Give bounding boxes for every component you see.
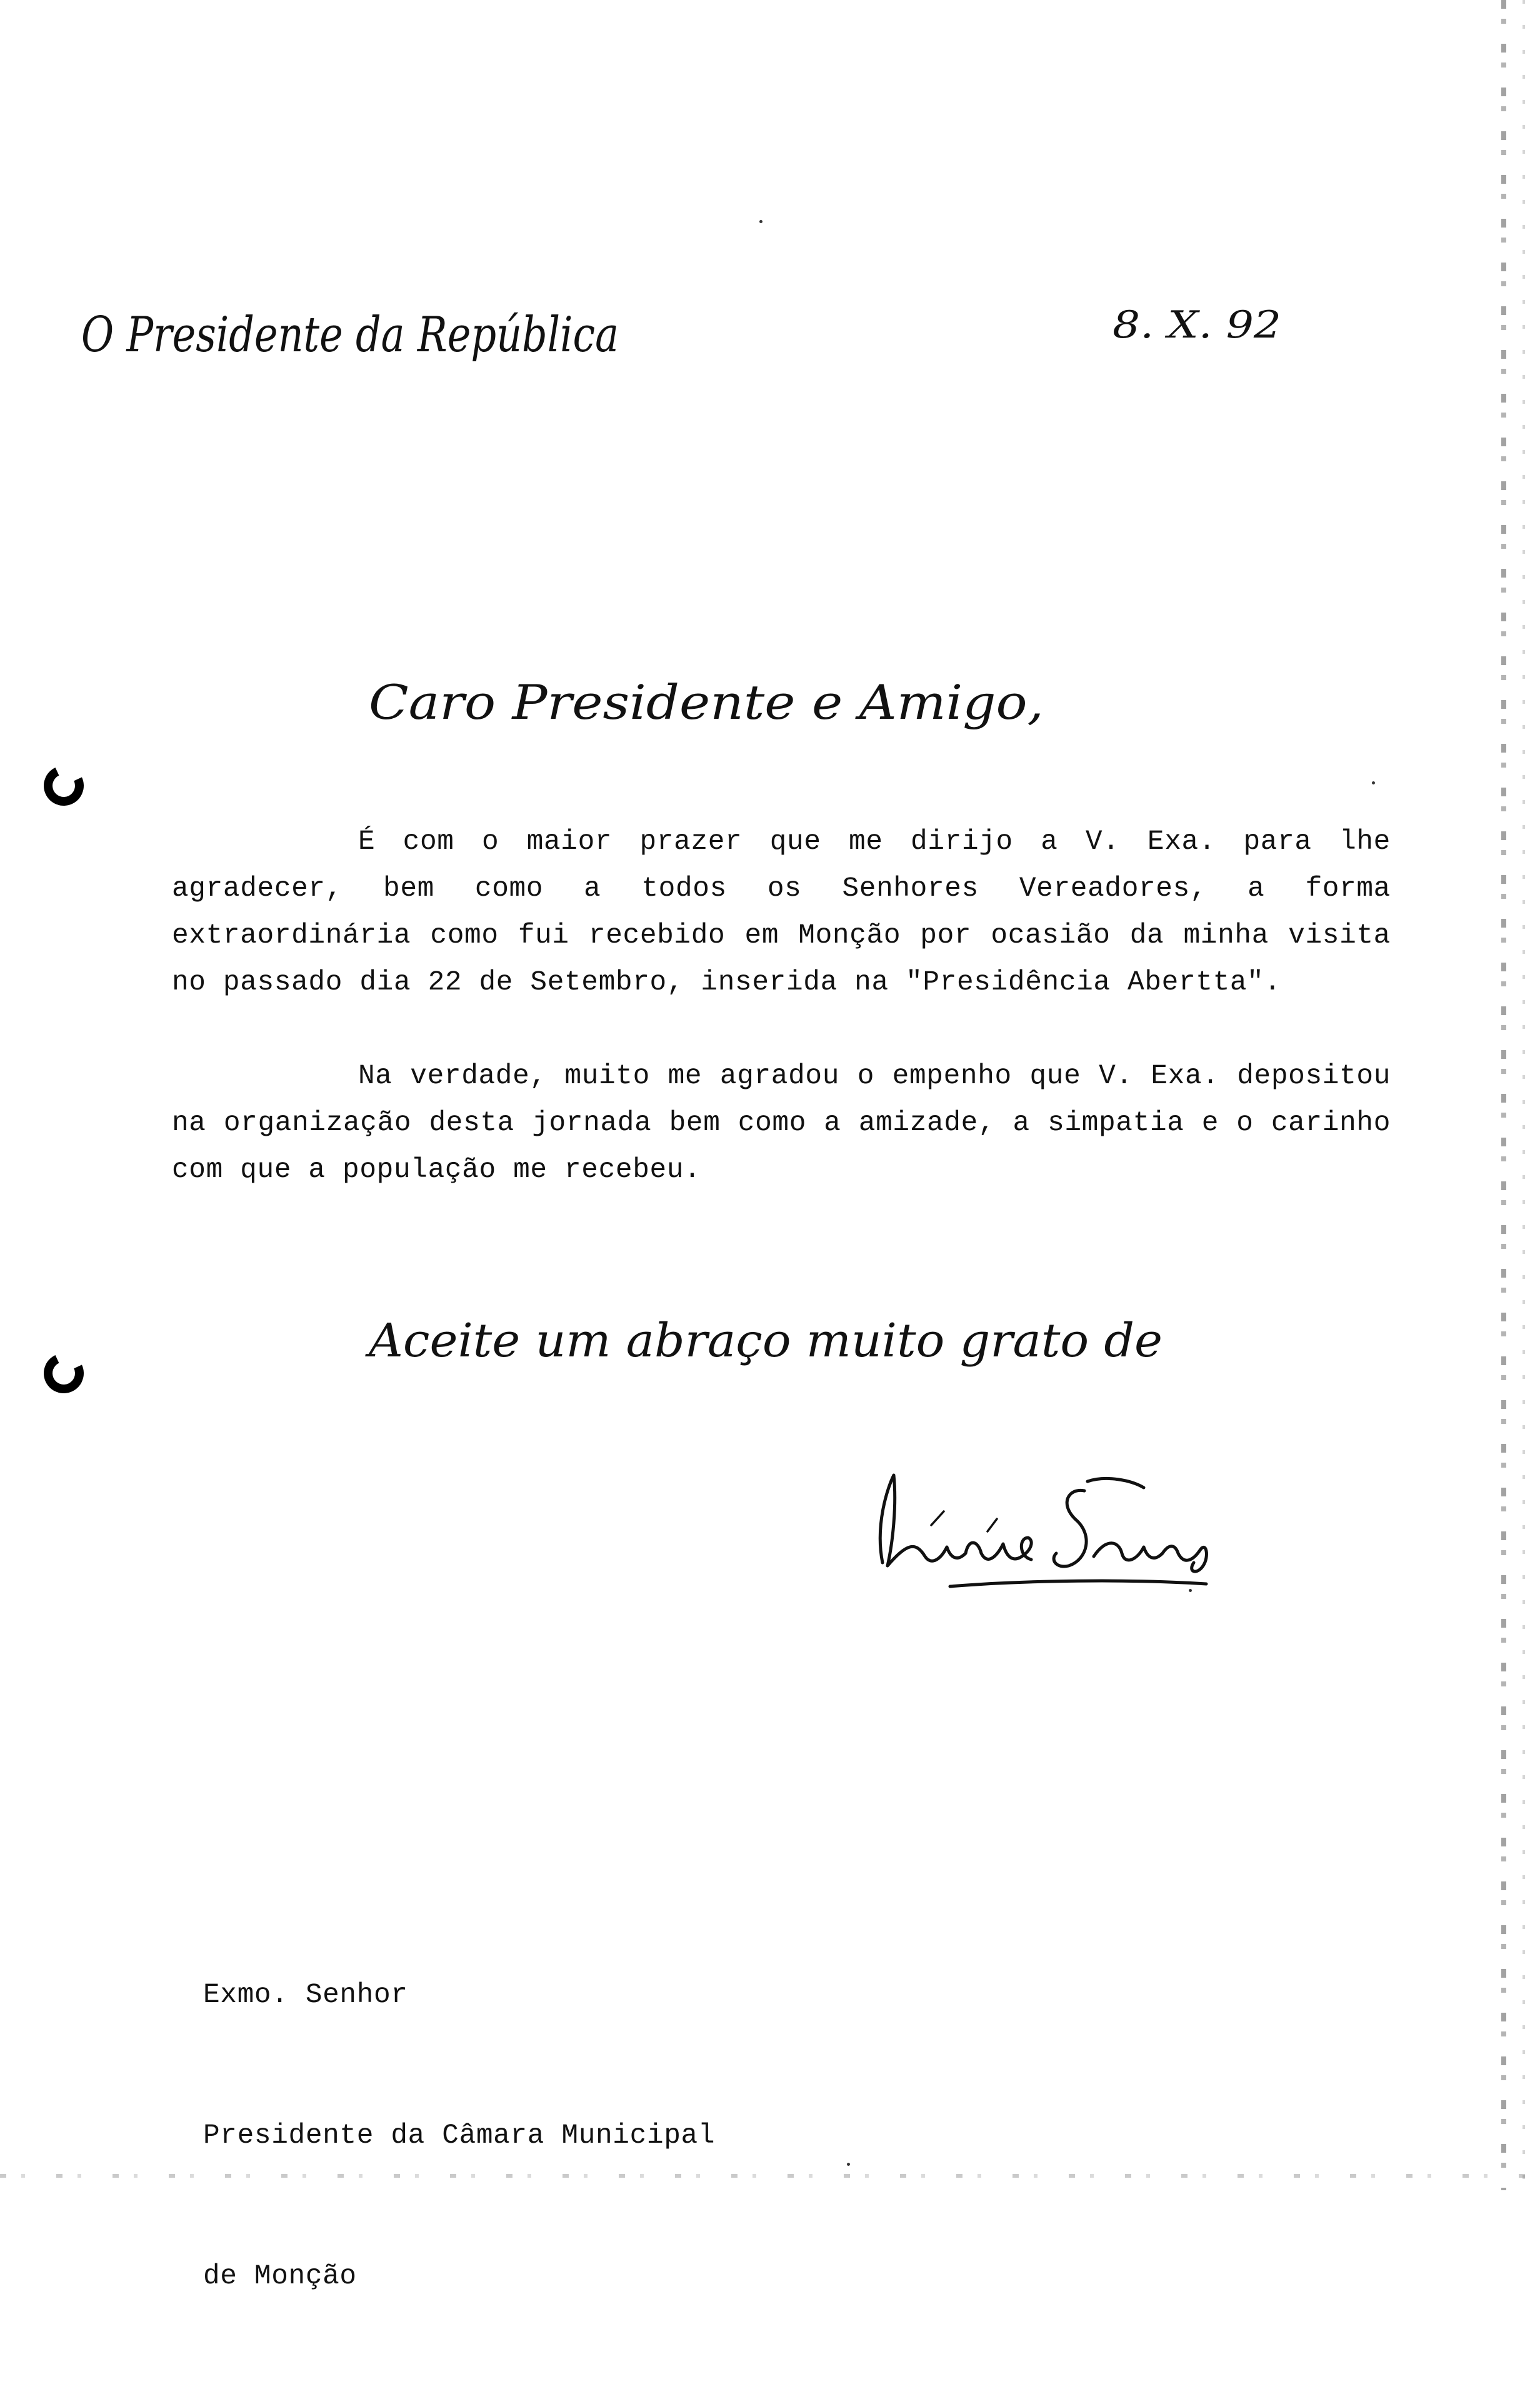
letterhead-script-text: O Presidente da República — [81, 307, 619, 363]
handwritten-salutation — [369, 656, 1056, 738]
signature-drawing — [869, 1431, 1219, 1594]
address-line-1: Exmo. Senhor — [203, 1980, 408, 2011]
paper-speck — [1372, 781, 1375, 784]
recipient-address — [203, 1878, 715, 2394]
handwritten-date — [1112, 299, 1300, 349]
date-text: 8. X. 92 — [1112, 303, 1281, 347]
letter-body — [172, 819, 1391, 1241]
address-line-2: Presidente da Câmara Municipal — [203, 2120, 716, 2151]
salutation-drawing — [369, 656, 1056, 738]
punch-hole-top — [38, 760, 89, 811]
address-line-3: de Monção — [203, 2261, 357, 2292]
paper-speck — [847, 2163, 850, 2166]
scan-edge-artifact — [1501, 0, 1506, 2190]
paper-speck — [759, 220, 762, 223]
closing-drawing — [364, 1300, 1181, 1381]
body-paragraph-1: É com o maior prazer que me dirijo a V. Exa. para lhe agradecer, bem como a todos os Senhores Vereadores, a forma extraordinária como fui recebido em Monção por ocasião da minha visita no passado dia 22 de Setembro, inserida na "Presidência Abertta". — [172, 826, 1391, 998]
scan-edge-artifact-2 — [1522, 0, 1525, 2190]
signature — [869, 1431, 1219, 1594]
punch-hole-bottom — [38, 1348, 89, 1399]
salutation-text: Caro Presidente e Amigo, — [369, 674, 1044, 730]
date-drawing — [1112, 299, 1300, 349]
body-paragraph-2: Na verdade, muito me agradou o empenho que V. Exa. depositou na organização desta jornada bem como a amizade, a simpatia e o carinho com que a população me recebeu. — [172, 1061, 1391, 1186]
letterhead-script — [81, 294, 644, 375]
handwritten-closing — [364, 1300, 1181, 1381]
letterhead-script-drawing — [81, 294, 644, 375]
closing-text: Aceite um abraço muito grato de — [364, 1314, 1162, 1368]
